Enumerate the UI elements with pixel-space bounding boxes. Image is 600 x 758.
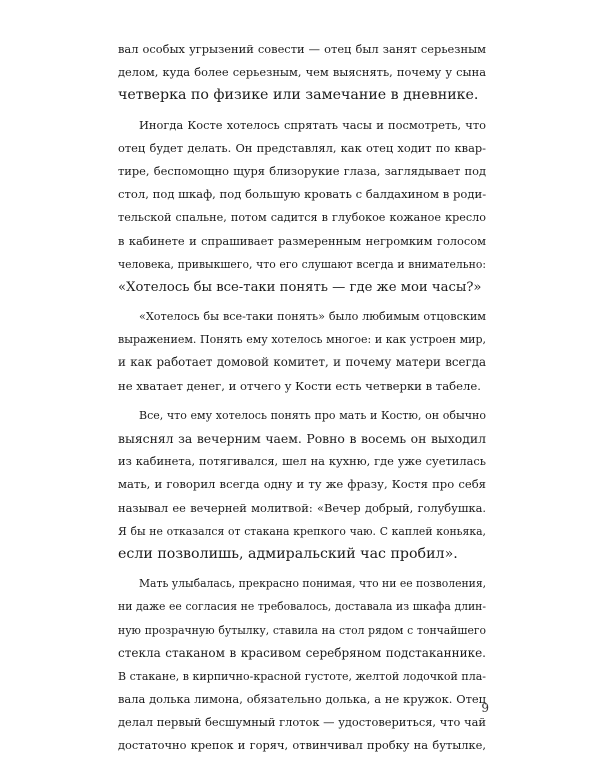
text-line: ни даже ее согласия не требовалось, доставала из шкафа длин- (118, 600, 486, 614)
text-line: в кабинете и спрашивает размеренным негромким голосом (118, 233, 486, 248)
text-line: делал первый бесшумный глоток — удостовериться, что чай (118, 715, 486, 730)
text-line: «Хотелось бы все-таки понять» было любимым отцовским (139, 310, 486, 324)
text-line: тире, беспомощно щуря близорукие глаза, заглядывает под (118, 163, 486, 178)
text-line: В стакане, в кирпично-красной густоте, желтой лодочкой пла- (118, 669, 486, 683)
text-line: мать, и говорил всегда одну и ту же фразу, Костя про себя (118, 477, 486, 492)
paragraph (118, 305, 486, 398)
text-line: отец будет делать. Он представлял, как отец ходит по квар- (118, 140, 486, 155)
text-line: человека, привыкшего, что его слушают всегда и внимательно: (118, 257, 486, 271)
page-text (118, 38, 486, 758)
text-line: четверка по физике или замечание в дневнике. (118, 87, 479, 104)
paragraph (118, 114, 486, 300)
page-number: 9 (481, 701, 489, 715)
text-line: называл ее вечерней молитвой: «Вечер добрый, голубушка. (118, 500, 486, 515)
text-line: достаточно крепок и горяч, отвинчивал пробку на бутылке, (118, 738, 486, 753)
text-line: делом, куда более серьезным, чем выяснять, почему у сына (118, 65, 486, 80)
text-line: если позволишь, адмиральский час пробил». (118, 545, 458, 562)
text-line: Все, что ему хотелось понять про мать и Костю, он обычно (139, 408, 486, 422)
text-line: ную прозрачную бутылку, ставила на стол рядом с тончайшего (118, 623, 486, 637)
text-line: из кабинета, потягивался, шел на кухню, где уже суетилась (118, 454, 486, 469)
paragraph (118, 572, 486, 758)
text-line: и как работает домовой комитет, и почему матери всегда (118, 355, 486, 370)
text-line: стол, под шкаф, под большую кровать с балдахином в роди- (118, 187, 487, 202)
text-line: Я бы не отказался от стакана крепкого чаю. С каплей коньяка, (118, 524, 486, 538)
text-line: Мать улыбалась, прекрасно понимая, что ни ее позволения, (139, 577, 487, 591)
text-line: не хватает денег, и отчего у Кости есть четверки в табеле. (118, 378, 481, 393)
paragraph (118, 38, 486, 108)
text-line: стекла стаканом в красивом серебряном подстаканнике. (118, 645, 486, 660)
text-line: вал особых угрызений совести — отец был занят серьезным (118, 42, 486, 56)
text-line: вала долька лимона, обязательно долька, а не кружок. Отец (118, 692, 486, 707)
paragraph (118, 404, 486, 566)
text-line: Иногда Косте хотелось спрятать часы и посмотреть, что (139, 117, 486, 132)
text-line: «Хотелось бы все-таки понять — где же мои часы?» (118, 279, 482, 295)
text-line: выражением. Понять ему хотелось многое: и как устроен мир, (118, 333, 486, 347)
text-line: тельской спальне, потом садится в глубокое кожаное кресло (118, 211, 486, 225)
text-line: выяснял за вечерним чаем. Ровно в восемь он выходил (118, 431, 486, 446)
